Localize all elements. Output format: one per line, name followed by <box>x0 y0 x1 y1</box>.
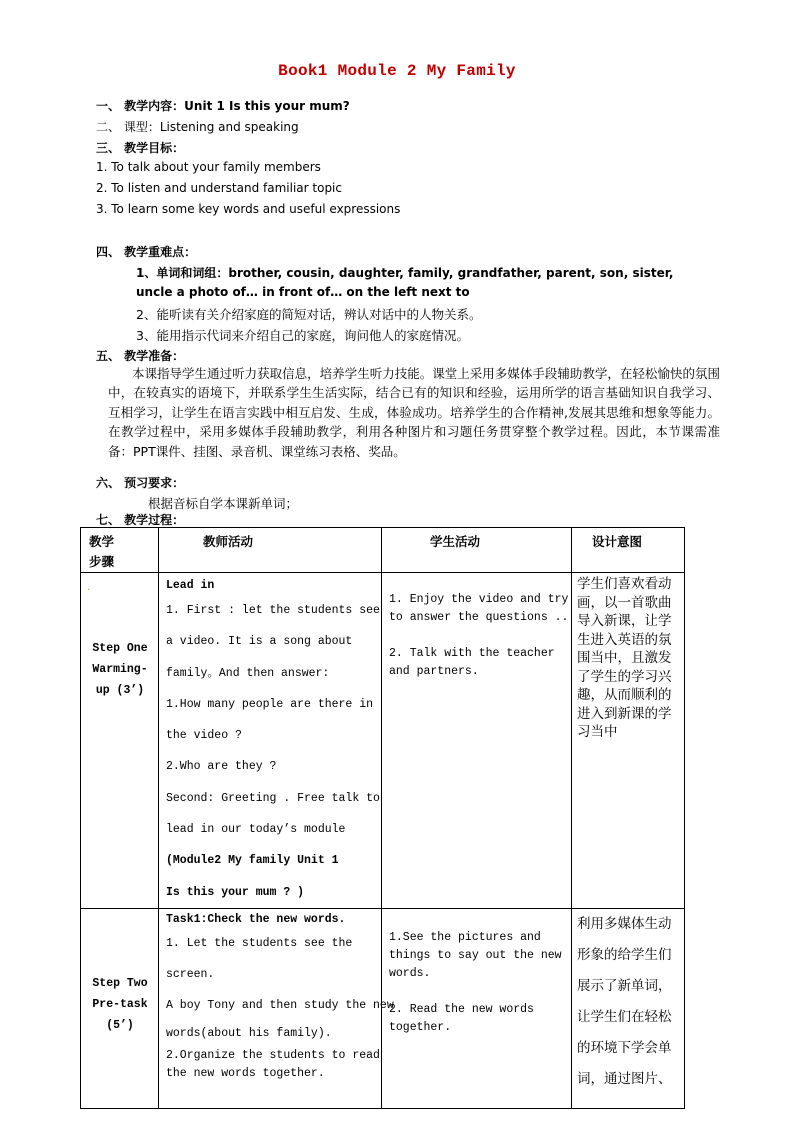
keypoint-words: 1、单词和词组：brother, cousin, daughter, family, grandfather, parent, son, sister, <box>136 266 674 280</box>
keypoint-phrases: uncle a photo of… in front of… on the left next to <box>136 285 470 299</box>
teacher-line: the video ? <box>166 729 242 743</box>
design-line: 形象的给学生们 <box>577 946 672 963</box>
header-step-line2: 步骤 <box>89 554 115 569</box>
table-header-row <box>81 528 685 573</box>
teacher-line: (Module2 My family Unit 1 <box>166 854 339 868</box>
student-line: words. <box>389 966 431 980</box>
teacher-line: A boy Tony and then study the new <box>166 998 394 1012</box>
section-content-heading: 一、 教学内容：Unit 1 Is this your mum? <box>96 99 350 113</box>
section-goals-heading: 三、 教学目标： <box>96 141 185 155</box>
header-step-line1: 教学 <box>89 534 115 549</box>
teacher-line: Task1:Check the new words. <box>166 912 346 926</box>
step-line: up (3’) <box>95 684 145 697</box>
section-preview-heading: 六、 预习要求： <box>96 476 185 490</box>
design-line: 学生们喜欢看动 <box>577 576 672 592</box>
design-intent-cell <box>572 908 685 1108</box>
section-prep-heading: 五、 教学准备： <box>96 349 185 363</box>
step-line: (5’) <box>106 1018 134 1032</box>
student-line: 2. Talk with the teacher <box>389 647 555 660</box>
student-line: 2. Read the new words <box>389 1002 534 1016</box>
student-line: and partners. <box>389 665 479 678</box>
teacher-line: 1. Let the students see the <box>166 936 353 950</box>
student-activity-cell <box>382 908 572 1108</box>
header-student: 学生活动 <box>382 528 572 573</box>
prep-paragraph: 本课指导学生通过听力获取信息，培养学生听力技能。课堂上采用多媒体手段辅助教学，在轻松愉快的氛围中，在较真实的语境下，并联系学生生活实际，结合已有的知识和经验，运用所学的语言基础知识自我学习、互相学习，让学生在语言实践中相互启发、生成，体验成功。培养学生的合作精神,发展其思维和想象等能力。在教学过程中，采用多媒体手段辅助教学，利用各种图片和习题任务贯穿整个教学过程。因此，本节课需准备：PPT课件、挂图、录音机、课堂练习表格、奖品。 <box>108 366 720 459</box>
section-lesson-type: 二、 课型：Listening and speaking <box>96 120 299 134</box>
step-line: Step Two <box>92 976 148 990</box>
student-line: to answer the questions .. <box>389 611 569 624</box>
step-two-cell <box>81 908 159 1108</box>
step-two-label <box>81 973 159 1036</box>
design-line: 了学生的学习兴 <box>577 668 672 685</box>
design-line: 趣，从而顺利的 <box>577 687 672 703</box>
table-row <box>81 573 685 909</box>
student-activity-cell <box>382 573 572 909</box>
student-line: 1. Enjoy the video and try <box>389 593 569 606</box>
teacher-line: lead in our today’s module <box>166 823 346 837</box>
design-line: 生进入英语的氛 <box>577 631 672 648</box>
teaching-process-table <box>80 527 685 1109</box>
teacher-line: Second: Greeting . Free talk to <box>166 791 380 805</box>
teacher-activity-cell <box>159 908 394 1108</box>
teacher-line: family。And then answer: <box>166 666 330 680</box>
teacher-line: Is this your mum ? ) <box>166 885 305 899</box>
student-line: things to say out the new <box>389 948 562 962</box>
teacher-line: 1.How many people are there in <box>166 697 374 711</box>
teacher-line: a video. It is a song about <box>166 635 353 649</box>
design-line: 导入新课，让学 <box>577 613 672 629</box>
design-line: 让学生们在轻松 <box>577 1008 672 1025</box>
teacher-line: 2.Who are they ? <box>166 760 277 774</box>
step-line: Pre-task <box>92 997 148 1011</box>
design-line: 习当中 <box>577 724 618 740</box>
teacher-line: 2.Organize the students to read <box>166 1048 380 1062</box>
teacher-line: the new words together. <box>166 1066 325 1080</box>
teacher-activity-cell <box>159 573 382 909</box>
row-marker: · <box>87 585 91 596</box>
design-line: 利用多媒体生动 <box>577 915 672 932</box>
teacher-line: Lead in <box>166 579 215 592</box>
teacher-line: 1. First : let the students see <box>166 604 380 617</box>
preview-text: 根据音标自学本课新单词； <box>148 496 299 511</box>
keypoint-speaking: 3、能用指示代词来介绍自己的家庭，询问他人的家庭情况。 <box>136 328 469 343</box>
design-line: 展示了新单词， <box>577 977 672 994</box>
step-one-label <box>81 638 159 701</box>
header-design: 设计意图 <box>572 528 685 573</box>
teacher-line: screen. <box>166 967 215 981</box>
step-line: Step One <box>92 642 148 655</box>
document-title: Book1 Module 2 My Family <box>278 62 516 80</box>
student-line: 1.See the pictures and <box>389 930 541 944</box>
design-line: 词，通过图片、 <box>577 1070 672 1087</box>
goal-item: 2. To listen and understand familiar topic <box>96 181 342 195</box>
step-line: Warming- <box>92 663 148 676</box>
table-row <box>81 908 685 1108</box>
design-line: 围当中，且激发 <box>577 650 672 666</box>
design-intent-cell <box>572 573 685 909</box>
keypoint-listening: 2、能听读有关介绍家庭的简短对话，辨认对话中的人物关系。 <box>136 307 482 322</box>
design-line: 的环境下学会单 <box>577 1039 672 1056</box>
student-line: together. <box>389 1020 452 1034</box>
goal-item: 3. To learn some key words and useful expressions <box>96 202 401 216</box>
section-keypoints-heading: 四、 教学重难点： <box>96 245 197 259</box>
design-line: 画，以一首歌曲 <box>577 594 672 611</box>
step-one-cell <box>81 573 159 909</box>
teacher-line: words(about his family). <box>166 1026 332 1040</box>
design-line: 进入到新课的学 <box>577 705 672 722</box>
header-teacher: 教师活动 <box>159 528 382 573</box>
section-process-heading: 七、 教学过程： <box>96 513 185 527</box>
goal-item: 1. To talk about your family members <box>96 160 321 174</box>
header-step <box>81 528 159 573</box>
